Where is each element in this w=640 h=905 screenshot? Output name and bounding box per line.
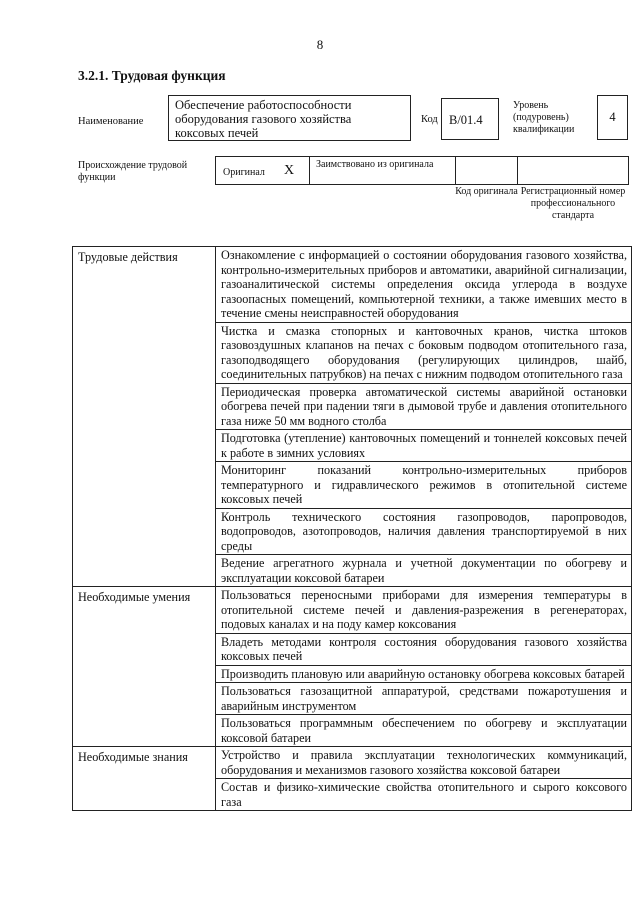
table-cell: Ведение агрегатного журнала и учетной документации по обогреву и эксплуатации коксовой батареи bbox=[216, 555, 632, 587]
table-cell: Ознакомление с информацией о состоянии оборудования газового хозяйства, контрольно-измерительных приборов и автоматики, аварийной сигнализации, газоаналитической системы определения оксида углерода в воздухе газоопасных помещений, компьютерной техники, а также имевших место в течение смены неисправностей оборудования bbox=[216, 247, 632, 323]
table-cell: Производить плановую или аварийную остановку обогрева коксовых батарей bbox=[216, 665, 632, 683]
table-row bbox=[73, 587, 632, 634]
borrowed-label: Заимствовано из оригинала bbox=[316, 159, 434, 170]
code-label: Код bbox=[421, 114, 438, 125]
original-cell bbox=[215, 156, 310, 185]
level-box bbox=[597, 95, 628, 140]
table-cell: Устройство и правила эксплуатации технологических коммуникаций, оборудования и механизмов газового хозяйства коксовой батареи bbox=[216, 747, 632, 779]
code-value: B/01.4 bbox=[449, 113, 483, 127]
table-row bbox=[73, 247, 632, 323]
table-row bbox=[73, 747, 632, 779]
original-mark: X bbox=[284, 163, 295, 178]
level-value: 4 bbox=[609, 110, 616, 124]
table-cell: Пользоваться газозащитной аппаратурой, средствами пожаротушения и аварийным инструментом bbox=[216, 683, 632, 715]
function-table bbox=[72, 246, 632, 811]
table-cell: Периодическая проверка автоматической системы аварийной остановки обогрева печей при падении тяги в дымовой трубе и давления отопительного газа ниже 50 мм водного столба bbox=[216, 383, 632, 430]
code-original-label: Код оригинала bbox=[455, 186, 518, 197]
table-cell: Контроль технического состояния газопроводов, паропроводов, водопроводов, азотопроводов, наличия давления транспортируемой в них среды bbox=[216, 508, 632, 555]
code-original-cell bbox=[455, 156, 518, 185]
code-box bbox=[441, 98, 499, 140]
section-title: 3.2.1. Трудовая функция bbox=[78, 68, 226, 83]
table-cell: Пользоваться переносными приборами для измерения температуры в отопительной системе печей и давления-разрежения в регенераторах, подовых каналах и на поду камер коксования bbox=[216, 587, 632, 634]
level-label: Уровень (подуровень) квалификации bbox=[513, 100, 575, 135]
original-label: Оригинал bbox=[223, 167, 265, 178]
reg-number-cell bbox=[517, 156, 629, 185]
page-number: 8 bbox=[316, 37, 324, 52]
table-cell: Подготовка (утепление) кантовочных помещений и тоннелей коксовых печей к работе в зимних условиях bbox=[216, 430, 632, 462]
table-cell: Мониторинг показаний контрольно-измерительных приборов температурного и гидравлического режимов в отопительной системе коксовых печей bbox=[216, 462, 632, 509]
name-label: Наименование bbox=[78, 116, 144, 127]
function-name-box bbox=[168, 95, 411, 141]
reg-number-label: Регистрационный номер профессионального стандарта bbox=[520, 186, 626, 221]
table-cell: Пользоваться программным обеспечением по обогреву и эксплуатации коксовой батареи bbox=[216, 715, 632, 747]
category-cell: Необходимые знания bbox=[73, 747, 216, 811]
table-cell: Чистка и смазка стопорных и кантовочных кранов, чистка штоков газовоздушных клапанов на печах с боковым подводом отопительного газа, газоподводящего оборудования (регулирующих цилиндров, шайб, соединительных патрубков) на печах с нижним подводом отопительного газа bbox=[216, 322, 632, 383]
table-cell: Состав и физико-химические свойства отопительного и сырого коксового газа bbox=[216, 779, 632, 811]
category-cell: Трудовые действия bbox=[73, 247, 216, 587]
table-cell: Владеть методами контроля состояния оборудования газового хозяйства коксовых печей bbox=[216, 633, 632, 665]
function-name: Обеспечение работоспособности оборудования газового хозяйства коксовых печей bbox=[175, 98, 352, 140]
origin-label: Происхождение трудовой функции bbox=[78, 160, 188, 183]
category-cell: Необходимые умения bbox=[73, 587, 216, 747]
borrowed-cell bbox=[309, 156, 456, 185]
